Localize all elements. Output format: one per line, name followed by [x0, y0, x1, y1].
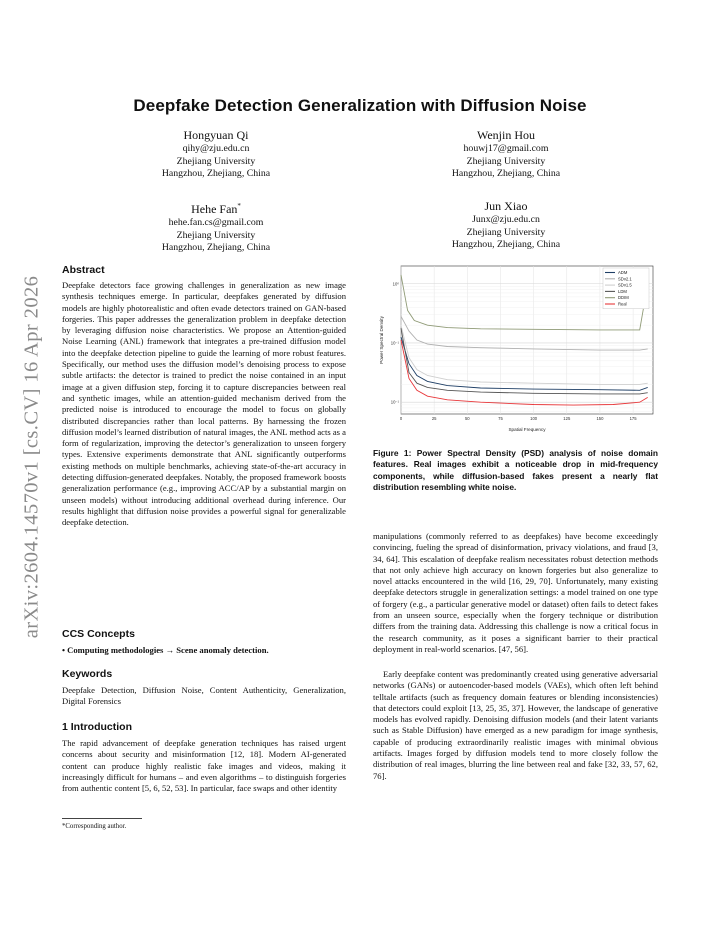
- author-name: Hehe Fan*: [191, 202, 241, 216]
- author-block: [101, 128, 331, 181]
- arxiv-stamp: arXiv:2604.14570v1 [cs.CV] 16 Apr 2026: [20, 275, 43, 639]
- author-location: Hangzhou, Zhejiang, China: [161, 168, 271, 180]
- x-tick-label: 0: [399, 416, 403, 421]
- abstract-heading: Abstract: [62, 264, 105, 276]
- author-affiliation: Zhejiang University: [466, 155, 546, 167]
- psd-chart: [373, 262, 661, 437]
- x-tick-label: 150: [596, 416, 604, 421]
- intro-heading: 1 Introduction: [62, 721, 132, 733]
- author-email: hehe.fan.cs@gmail.com: [168, 217, 264, 228]
- author-location: Hangzhou, Zhejiang, China: [451, 168, 561, 180]
- x-tick-label: 50: [464, 416, 470, 421]
- author-email: Junx@zju.edu.cn: [472, 214, 540, 225]
- intro-paragraph: Early deepfake content was predominantly created using generative adversarial networks (GANs) or autoencoder-based models (VAEs), which often left behind telltale artifacts (such as frequency domain features or blending inconsistencies) that detectors could exploit [13, 25, 35, 37]. However, the landscape of generative models has evolved rapidly. Denoising diffusion models (and their latent variants such as Stable Diffusion) have emerged as a new paradigm for image synthesis, capable of producing extraordinarily realistic images with minimal obvious artifacts. Images forged by diffusion models tend to more closely follow the distribution of real images, blurring the line between real and fake [32, 33, 57, 62, 76].: [373, 669, 658, 781]
- keywords-heading: Keywords: [62, 668, 113, 680]
- x-tick-label: 175: [629, 416, 637, 421]
- y-tick-label: 10⁰: [392, 281, 399, 287]
- abstract-text: Deepfake detectors face growing challenges in generalization as new image synthesis techniques emerge. In particular, deepfakes generated by diffusion models are highly photorealistic and often evade detectors trained on GAN-based forgeries. This paper addresses the generalization problem in deepfake detection by leveraging diffusion noise characteristics. We propose an Attention-guided Noise Learning (ANL) framework that integrates a pre-trained diffusion model into the deepfake detection pipeline to guide the learning of more robust features. Specifically, our method uses the diffusion model’s denoising process to expose subtle artifacts: the detector is trained to predict the noise contained in an input image at a given diffusion step, forcing it to capture discrepancies between real and synthetic images, while an attention-guided mechanism derived from the predicted noise is introduced to encourage the model to focus on globally distributed discrepancies rather than local patterns. By harnessing the frozen diffusion model’s learned distribution of natural images, the ANL method acts as a form of regularization, improving the detector’s generalization to unseen forgery types. Extensive experiments demonstrate that ANL significantly outperforms existing methods on multiple benchmarks, achieving state-of-the-art accuracy in detecting diffusion-generated deepfakes. Notably, the proposed framework boosts generalization performance (e.g., improving ACC/AP by a substantial margin on unseen models) without introducing additional overhead during inference. Our results highlight that diffusion noise provides a powerful signal for generalizable deepfake detection.: [62, 280, 346, 528]
- y-axis-label: Power Spectral Density: [379, 316, 384, 364]
- corresponding-mark: *: [237, 202, 241, 210]
- intro-paragraph: The rapid advancement of deepfake generation techniques has raised urgent concerns about security and misinformation [12, 18]. Modern AI-generated content can produce highly realistic fake images and videos, making it increasingly difficult for humans – and even algorithms – to distinguish forgeries from authentic content [5, 6, 52, 53]. In particular, face swaps and other identity: [62, 738, 346, 794]
- author-name: Jun Xiao: [484, 199, 528, 213]
- legend-label: DDIM: [618, 295, 629, 301]
- x-tick-label: 100: [530, 416, 538, 421]
- legend: [603, 268, 649, 309]
- author-affiliation: Zhejiang University: [466, 226, 546, 238]
- footnote: *Corresponding author.: [62, 823, 127, 830]
- legend-label: SDv2.1: [618, 276, 632, 282]
- y-tick-label: 10⁻¹: [390, 399, 399, 405]
- author-location: Hangzhou, Zhejiang, China: [451, 239, 561, 251]
- author-affiliation: Zhejiang University: [176, 155, 256, 167]
- legend-label: SDv1.5: [618, 282, 632, 288]
- legend-label: ADM: [618, 270, 628, 275]
- author-name: Wenjin Hou: [476, 128, 536, 142]
- y-tick-label: 10⁻¹: [390, 340, 399, 346]
- author-block: [391, 199, 621, 252]
- ccs-heading: CCS Concepts: [62, 628, 135, 640]
- x-tick-label: 25: [431, 416, 437, 421]
- paper-title: Deepfake Detection Generalization with Diffusion Noise: [133, 96, 587, 115]
- author-email: qihy@zju.edu.cn: [182, 143, 250, 154]
- figure-caption: Figure 1: Power Spectral Density (PSD) analysis of noise domain features. Real images exhibit a noticeable drop in mid-frequency components, while diffusion-based fakes present a nearly flat distribution resembling white noise.: [373, 448, 658, 493]
- x-tick-label: 75: [498, 416, 503, 421]
- x-axis-label: Spatial Frequency: [508, 427, 546, 432]
- intro-paragraph: manipulations (commonly referred to as deepfakes) have become exceedingly convincing, fueling the spread of disinformation, privacy violations, and fraud [3, 34, 64]. This escalation of deepfake realism necessitates robust detection methods that not only achieve high accuracy on known forgeries but also generalize to novel attacks encountered in the wild [16, 29, 70]. Unfortunately, many existing deepfake detectors struggle in generalization settings: a model trained on one type of forgery (e.g., a particular generative model or dataset) often fails to detect fakes from an unseen source, especially when the forgery technique or distribution differs from the training data. Addressing this challenge is now a critical focus in the research community, as it poses a significant barrier to their practical deployment in real-world scenarios. [47, 56].: [373, 531, 658, 654]
- footnote-divider: [62, 818, 142, 819]
- author-location: Hangzhou, Zhejiang, China: [161, 242, 271, 254]
- author-affiliation: Zhejiang University: [176, 229, 256, 241]
- author-block: [391, 128, 621, 181]
- author-email: houwj17@gmail.com: [463, 143, 549, 154]
- legend-label: LDM: [618, 288, 627, 294]
- author-block: [101, 199, 331, 255]
- ccs-text: • Computing methodologies → Scene anomaly detection.: [62, 645, 269, 655]
- author-name: Hongyuan Qi: [183, 128, 249, 142]
- legend-label: Real: [618, 301, 627, 307]
- x-tick-label: 125: [563, 416, 571, 421]
- keywords-text: Deepfake Detection, Diffusion Noise, Content Authenticity, Generalization, Digital Forensics: [62, 685, 346, 707]
